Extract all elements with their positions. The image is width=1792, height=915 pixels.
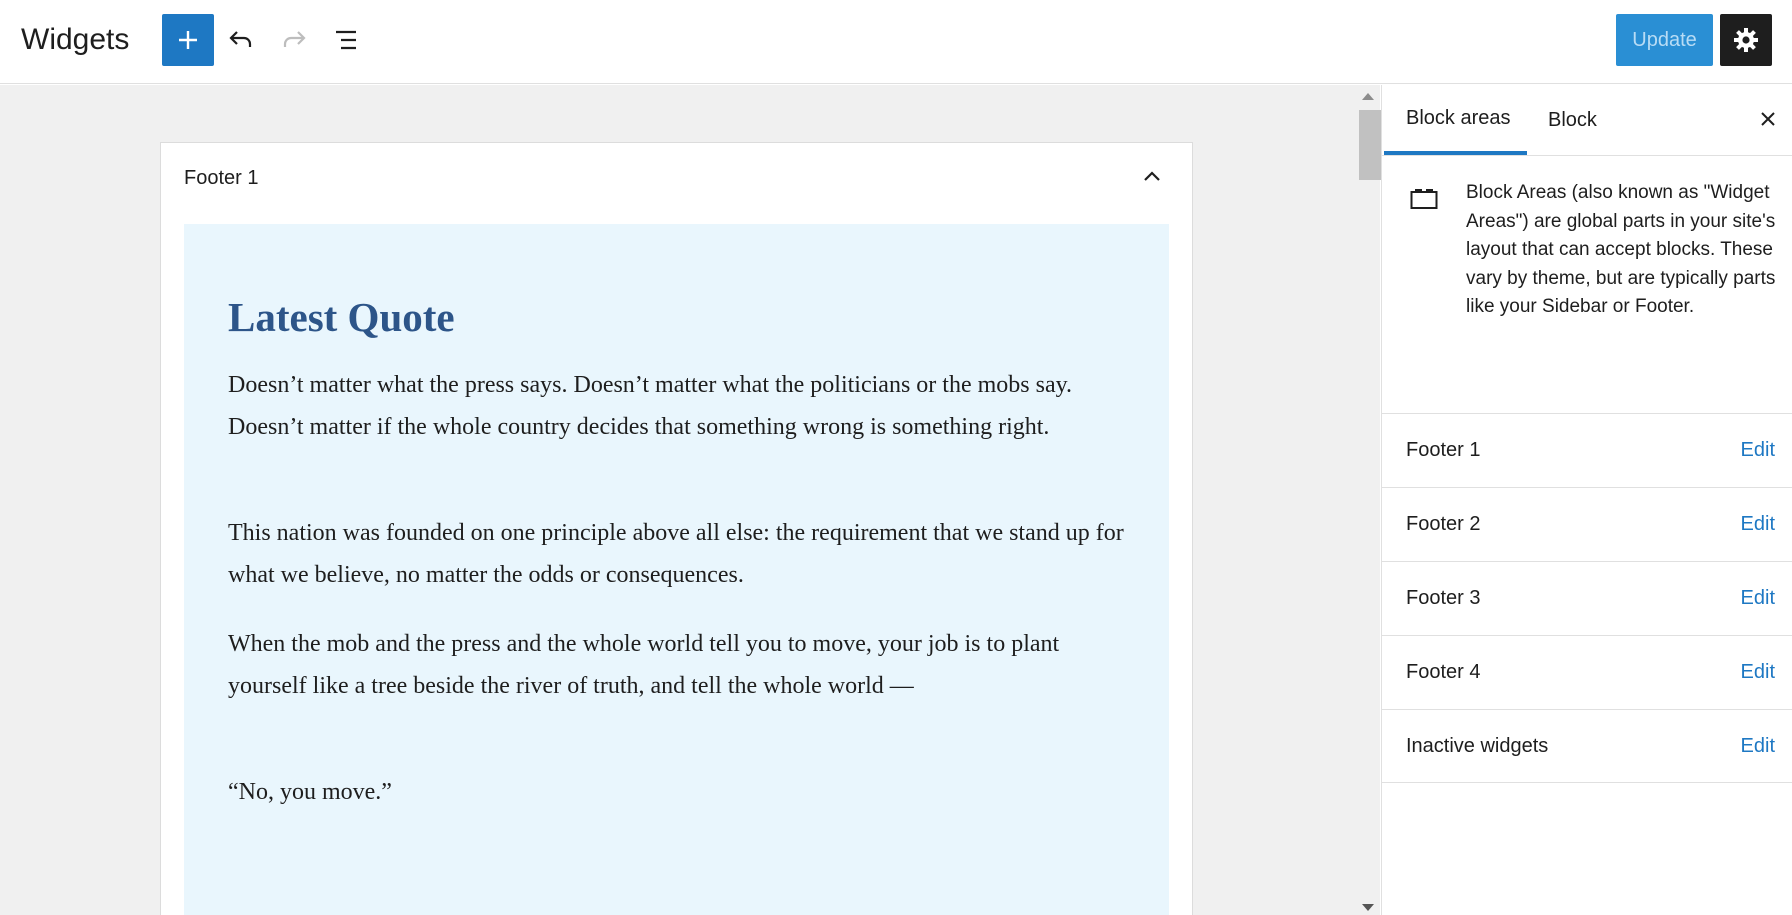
tab-block[interactable]: Block: [1548, 108, 1597, 131]
list-view-button[interactable]: [321, 14, 373, 66]
plus-icon: [176, 28, 200, 52]
tabs-divider: [1382, 155, 1792, 156]
chevron-up-icon: [1143, 170, 1161, 182]
scroll-thumb[interactable]: [1359, 110, 1381, 180]
scroll-down-arrow-icon[interactable]: [1362, 904, 1374, 911]
canvas-scrollbar[interactable]: [1356, 85, 1380, 915]
editor-canvas: [0, 85, 1380, 915]
scroll-up-arrow-icon[interactable]: [1362, 93, 1374, 100]
close-icon: [1760, 111, 1776, 127]
undo-button[interactable]: [215, 14, 267, 66]
area-name: Footer 3: [1406, 587, 1481, 609]
block-area-icon: [1409, 185, 1439, 215]
widget-area-footer-1[interactable]: [160, 142, 1193, 915]
area-name: Footer 1: [1406, 439, 1481, 461]
top-toolbar: [0, 0, 1792, 84]
settings-button[interactable]: [1720, 14, 1772, 66]
redo-button[interactable]: [268, 14, 320, 66]
gear-icon: [1733, 27, 1759, 53]
widget-area-title: Footer 1: [184, 167, 259, 189]
edit-link[interactable]: Edit: [1740, 439, 1775, 461]
settings-sidebar: [1381, 85, 1792, 915]
edit-link[interactable]: Edit: [1740, 735, 1775, 757]
collapse-area-button[interactable]: [1139, 163, 1165, 189]
redo-icon: [280, 26, 308, 54]
quote-paragraph[interactable]: “No, you move.”: [228, 779, 392, 805]
page-title: Widgets: [21, 23, 130, 56]
edit-link[interactable]: Edit: [1740, 661, 1775, 683]
quote-paragraph[interactable]: This nation was founded on one principle above all else: the requirement that we stand up for what we believe, no matter the odds or consequences.: [228, 520, 1124, 588]
list-item: [1382, 635, 1792, 709]
edit-link[interactable]: Edit: [1740, 587, 1775, 609]
close-sidebar-button[interactable]: [1754, 105, 1782, 133]
quote-group-block[interactable]: [184, 224, 1169, 915]
area-name: Inactive widgets: [1406, 735, 1549, 757]
quote-heading[interactable]: Latest Quote: [228, 294, 455, 340]
area-name: Footer 2: [1406, 513, 1481, 535]
list-item: [1382, 413, 1792, 487]
edit-link[interactable]: Edit: [1740, 513, 1775, 535]
list-item: [1382, 561, 1792, 635]
list-view-icon: [333, 26, 361, 54]
block-areas-description: Block Areas (also known as "Widget Areas") are global parts in your site's layout that can accept blocks. These vary by theme, but are typically parts like your Sidebar or Footer.: [1466, 182, 1776, 317]
tab-block-areas[interactable]: Block areas: [1384, 85, 1527, 155]
quote-paragraph[interactable]: Doesn’t matter what the press says. Doesn’t matter what the politicians or the mobs say. Doesn’t matter if the whole country decides that something wrong is something right.: [228, 372, 1073, 440]
block-area-list: [1382, 413, 1792, 783]
list-item: [1382, 487, 1792, 561]
undo-icon: [227, 26, 255, 54]
list-item: [1382, 709, 1792, 783]
area-name: Footer 4: [1406, 661, 1481, 683]
add-block-button[interactable]: [162, 14, 214, 66]
quote-paragraph[interactable]: When the mob and the press and the whole world tell you to move, your job is to plant yourself like a tree beside the river of truth, and tell the whole world —: [228, 631, 1060, 699]
update-button[interactable]: Update: [1616, 14, 1713, 66]
